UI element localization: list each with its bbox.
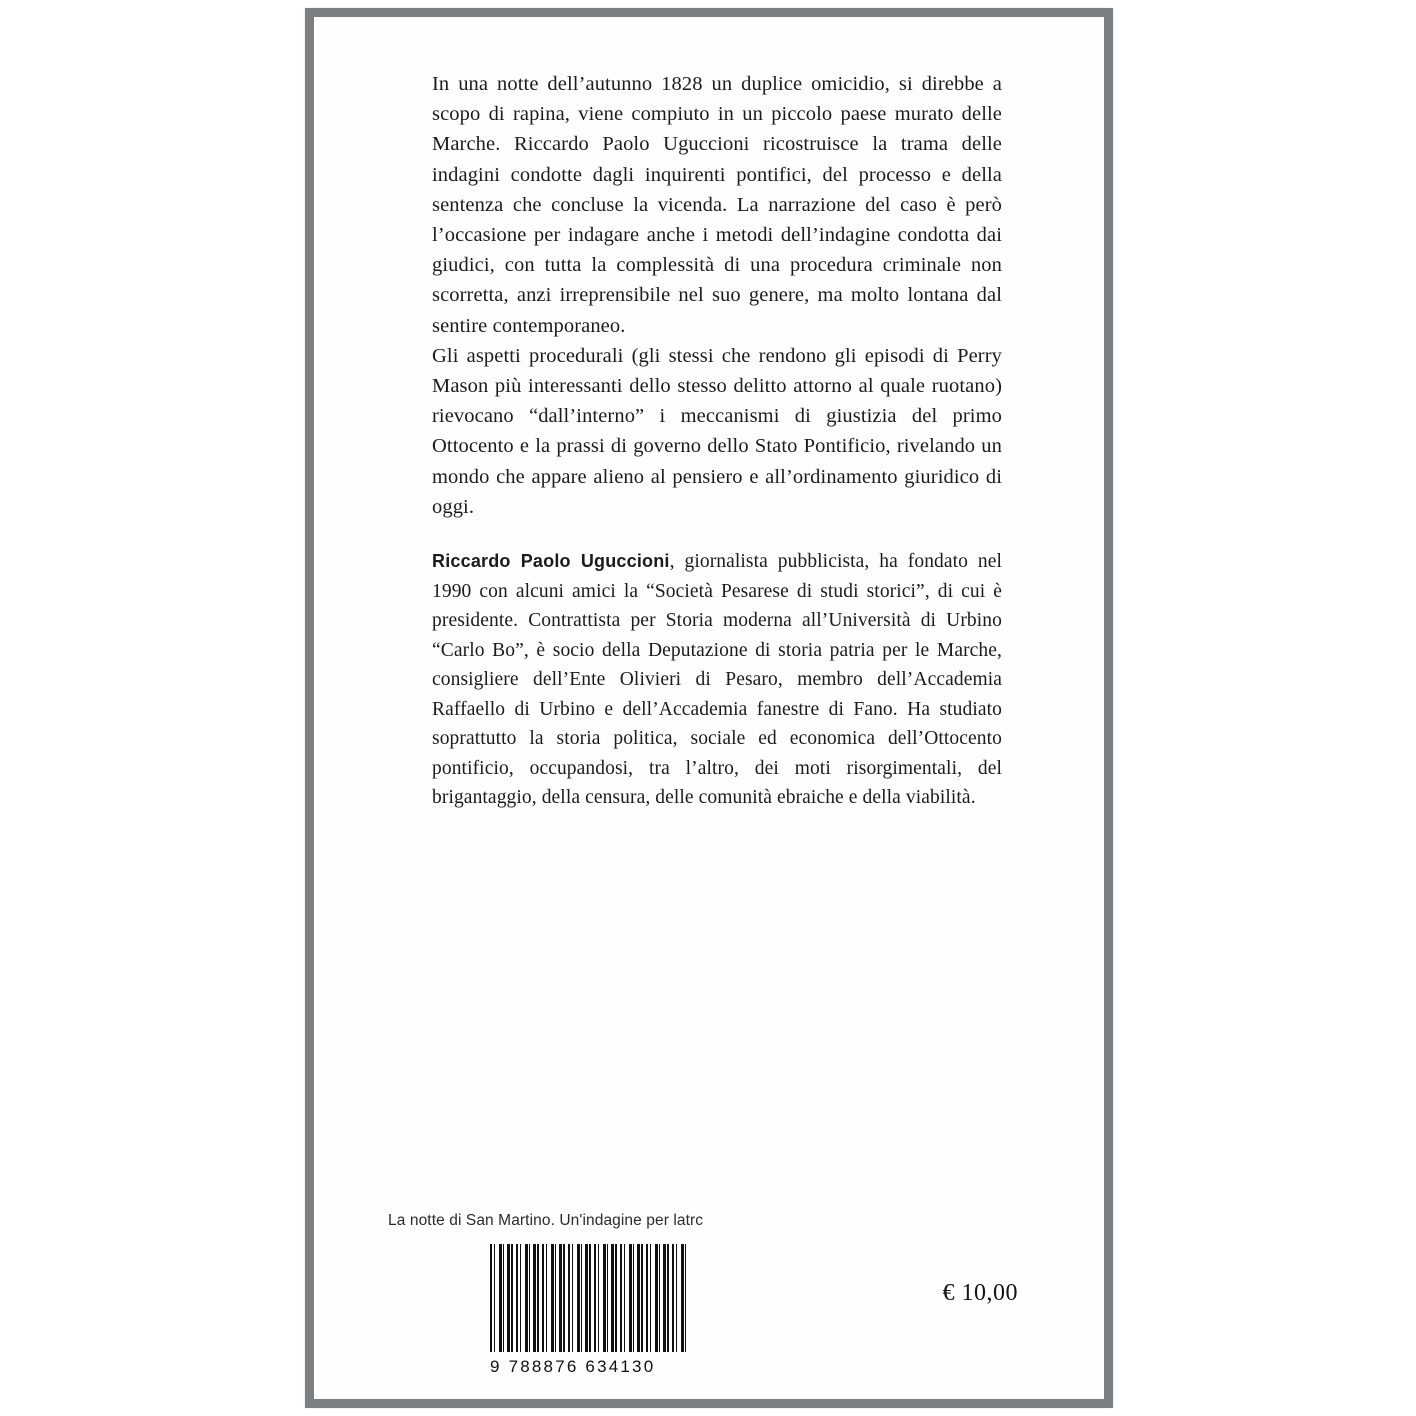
cover-inner-surface <box>314 17 1104 1399</box>
barcode-block <box>382 1212 802 1377</box>
book-blurb <box>432 69 1002 522</box>
barcode-bars-icon <box>490 1244 686 1352</box>
author-name: Riccardo Paolo Uguccioni <box>432 551 670 571</box>
author-bio <box>432 547 1002 813</box>
barcode <box>490 1244 686 1377</box>
book-back-cover <box>305 8 1113 1408</box>
blurb-paragraph-1: In una notte dell’autunno 1828 un duplice omicidio, si direbbe a scopo di rapina, viene compiuto in un piccolo paese murato delle Marche. Riccardo Paolo Uguccioni ricostruisce la trama delle indagini condotte dagli inquirenti pontifici, del processo e della sentenza che concluse la vicenda. La narrazione del caso è però l’occasione per indagare anche i metodi dell’indagine condotta dai giudici, con tutta la complessità di una procedura criminale non scorretta, anzi irreprensibile nel suo genere, ma molto lontana dal sentire contemporaneo. <box>432 73 1002 337</box>
barcode-digits: 9 788876 634130 <box>490 1357 656 1376</box>
blurb-paragraph-2: Gli aspetti procedurali (gli stessi che rendono gli episodi di Perry Mason più interessanti dello stesso delitto attorno al quale ruotano) rievocano “dall’interno” i meccanismi di giustizia del primo Ottocento e la prassi di governo dello Stato Pontificio, rivelando un mondo che appare alieno al pensiero e all’ordinamento giuridico di oggi. <box>432 344 1002 518</box>
price-label: € 10,00 <box>942 1280 1018 1306</box>
author-bio-text: , giornalista pubblicista, ha fondato nel 1990 con alcuni amici la “Società Pesarese di studi storici”, di cui è presidente. Contrattista per Storia moderna all’Università di Urbino “Carlo Bo”, è socio della Deputazione di storia patria per le Marche, consigliere dell’Ente Olivieri di Pesaro, membro dell’Accademia Raffaello di Urbino e dell’Accademia fanestre di Fano. Ha studiato soprattutto la storia politica, sociale ed economica dell’Ottocento pontificio, occupandosi, tra l’altro, dei moti risorgimentali, del brigantaggio, della censura, delle comunità ebraiche e della viabilità. <box>432 551 1003 808</box>
barcode-caption: La notte di San Martino. Un'indagine per latrc <box>388 1212 704 1229</box>
